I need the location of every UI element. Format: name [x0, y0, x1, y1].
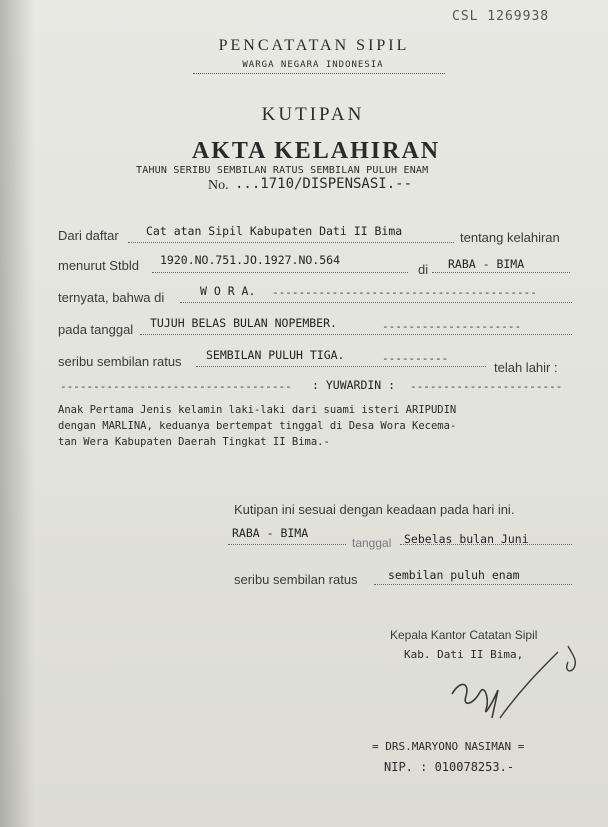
agency-heading: PENCATATAN SIPIL [218, 37, 410, 54]
place-label: ternyata, bahwa di [58, 290, 165, 305]
issue-year-dotted-line [374, 584, 572, 585]
issue-place: RABA - BIMA [232, 526, 309, 540]
issue-year: sembilan puluh enam [388, 568, 520, 582]
certificate-number: ...1710/DISPENSASI.-- [235, 176, 413, 192]
signatory-title: Kepala Kantor Catatan Sipil [390, 628, 538, 642]
serial-number: CSL 1269938 [452, 9, 550, 24]
number-label: No. [208, 178, 229, 193]
agency-subtitle: WARGA NEGARA INDONESIA [242, 60, 384, 70]
year-statement: TAHUN SERIBU SEMBILAN RATUS SEMBILAN PULUH ENAM [136, 165, 429, 176]
stbld-label: menurut Stbld [58, 258, 139, 273]
date-value: TUJUH BELAS BULAN NOPEMBER. [150, 316, 337, 330]
document-type: KUTIPAN [261, 104, 365, 125]
at-label: di [418, 262, 429, 277]
issue-year-label: seribu sembilan ratus [234, 572, 358, 587]
birth-details-line: Anak Pertama Jenis kelamin laki-laki dari suami isteri ARIPUDIN [58, 404, 457, 416]
signatory-nip: NIP. : 010078253.- [384, 760, 515, 774]
document-title: AKTA KELAHIRAN [191, 138, 441, 164]
header-rule [193, 73, 445, 74]
birth-details-line: dengan MARLINA, keduanya bertempat tinggal di Desa Wora Kecema- [58, 420, 457, 432]
issue-date-label: tanggal [352, 536, 392, 550]
register-label: Dari daftar [58, 228, 119, 243]
birth-details-paragraph [58, 402, 456, 450]
issue-place-dotted-line [228, 544, 346, 545]
issue-date: Sebelas bulan Juni [404, 532, 529, 546]
year-dash-fill: ---------- [382, 352, 449, 365]
birth-details-line: tan Wera Kabupaten Daerah Tingkat II Bima.- [58, 436, 330, 448]
place-dash-fill: ---------------------------------------- [272, 286, 537, 299]
name-dash-left: ----------------------------------- [60, 380, 292, 393]
date-label: pada tanggal [58, 322, 134, 337]
year-label: seribu sembilan ratus [58, 354, 182, 369]
closing-statement: Kutipan ini sesuai dengan keadaan pada hari ini. [234, 502, 515, 517]
stbld-value: 1920.NO.751.JO.1927.NO.564 [160, 253, 341, 267]
at-value: RABA - BIMA [448, 257, 525, 271]
child-name: : YUWARDIN : [312, 378, 396, 392]
year-dotted-line [196, 366, 486, 367]
date-dotted-line [140, 334, 572, 335]
birth-label: tentang kelahiran [460, 230, 560, 245]
at-dotted-line [432, 272, 570, 273]
handwritten-signature [440, 640, 590, 740]
name-dash-right: ----------------------- [410, 380, 563, 393]
place-value: W O R A. [200, 284, 256, 298]
signatory-office: Kab. Dati II Bima, [404, 648, 524, 661]
register-dotted-line [128, 242, 454, 243]
place-dotted-line [180, 302, 572, 303]
register-value: Cat atan Sipil Kabupaten Dati II Bima [146, 224, 403, 238]
stbld-dotted-line [152, 272, 408, 273]
date-dash-fill: --------------------- [382, 320, 522, 333]
year-value: SEMBILAN PULUH TIGA. [206, 348, 345, 362]
born-label: telah lahir : [494, 360, 558, 375]
signatory-name: = DRS.MARYONO NASIMAN = [372, 740, 525, 753]
